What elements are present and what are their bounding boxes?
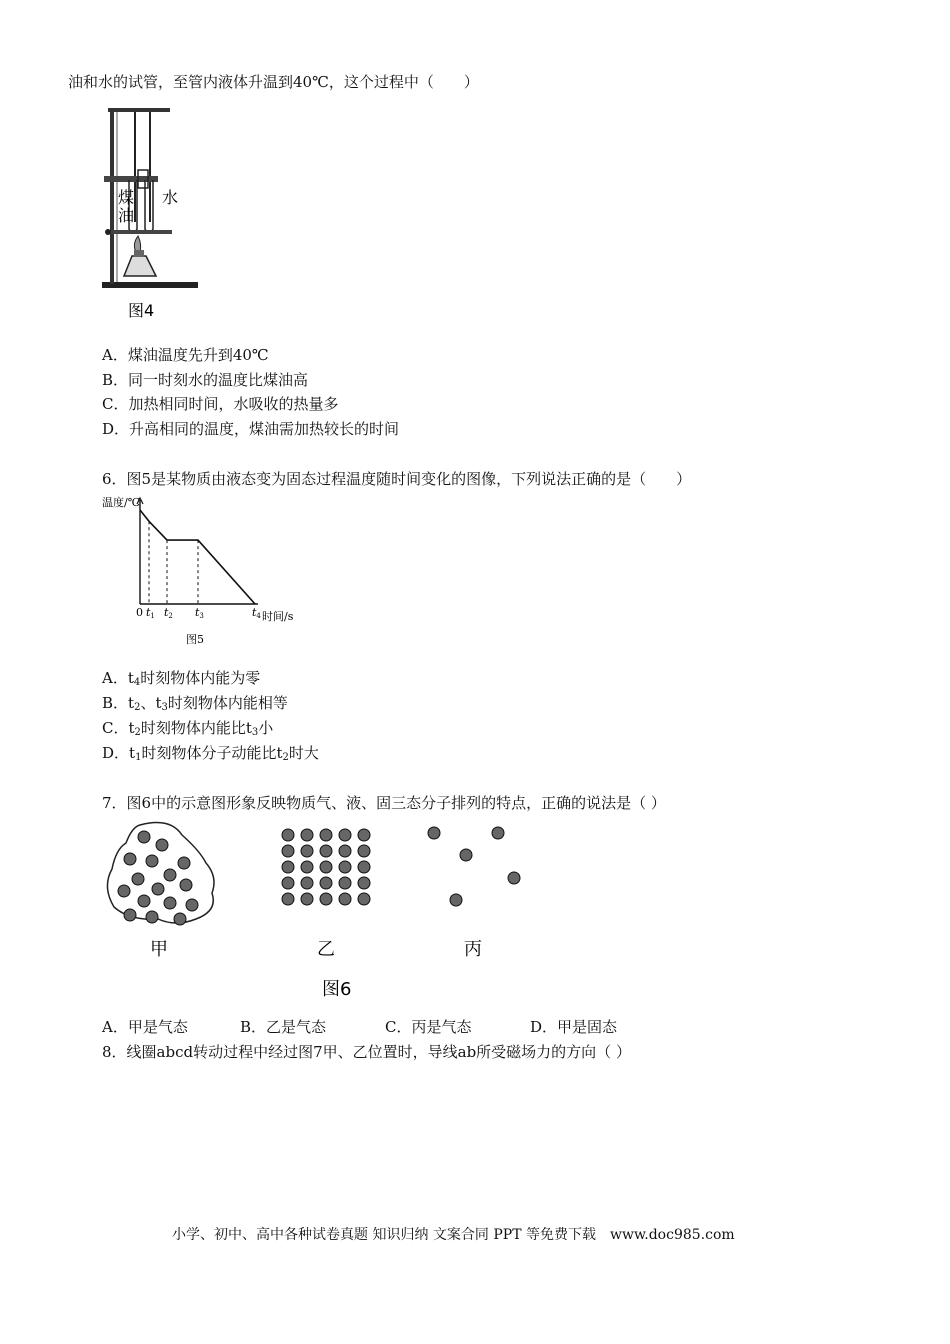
- molecule: [339, 829, 351, 841]
- molecule: [180, 879, 192, 891]
- molecule: [358, 877, 370, 889]
- q6-option-a: A．$t_4$时刻物体内能为零: [102, 669, 261, 688]
- figure-5-caption: 图5: [186, 633, 204, 646]
- molecule: [320, 877, 332, 889]
- q7-option-c: C．丙是气态: [385, 1018, 472, 1036]
- molecule: [186, 899, 198, 911]
- molecule: [138, 831, 150, 843]
- figure-4-caption: 图4: [128, 301, 155, 320]
- label-kerosene-2: 油: [118, 206, 135, 225]
- molecule: [156, 839, 168, 851]
- q6-option-d: D．$t_1$时刻物体分子动能比$t_2$时大: [102, 744, 319, 763]
- figure-5-chart: [100, 492, 305, 652]
- molecule: [358, 829, 370, 841]
- q6-option-b: B．$t_2$、$t_3$时刻物体内能相等: [102, 694, 288, 713]
- molecule: [358, 893, 370, 905]
- q7-option-d: D．甲是固态: [530, 1018, 618, 1036]
- label-kerosene-1: 煤: [118, 188, 135, 207]
- molecule: [339, 877, 351, 889]
- molecule: [124, 853, 136, 865]
- q5-option-b: B．同一时刻水的温度比煤油高: [102, 371, 309, 389]
- molecule: [339, 893, 351, 905]
- molecule: [339, 861, 351, 873]
- label-yi: 乙: [317, 939, 335, 960]
- molecule: [320, 829, 332, 841]
- q7-option-b: B．乙是气态: [240, 1018, 327, 1036]
- molecule: [301, 893, 313, 905]
- molecules-yi: [282, 829, 370, 905]
- figure-6: [100, 815, 540, 1005]
- molecule: [152, 883, 164, 895]
- molecule: [146, 911, 158, 923]
- molecule: [358, 845, 370, 857]
- molecule: [320, 861, 332, 873]
- molecule: [282, 829, 294, 841]
- label-jia: 甲: [150, 939, 168, 960]
- q7-option-a: A．甲是气态: [102, 1018, 188, 1036]
- molecule: [450, 894, 462, 906]
- molecule: [282, 845, 294, 857]
- footer-text: 小学、初中、高中各种试卷真题 知识归纳 文案合同 PPT 等免费下载 www.doc985.com: [172, 1227, 735, 1243]
- molecule: [282, 861, 294, 873]
- molecule: [178, 857, 190, 869]
- q5-stem-tail: 油和水的试管，至管内液体升温到40℃，这个过程中（ ）: [68, 73, 479, 91]
- molecule: [460, 849, 472, 861]
- origin-label: 0: [136, 606, 143, 619]
- figure-5: [100, 492, 305, 652]
- q6-option-c: C．$t_2$时刻物体内能比$t_3$小: [102, 719, 274, 738]
- q7-options: [102, 1017, 662, 1037]
- q8-stem: 8．线圈abcd转动过程中经过图7甲、乙位置时，导线ab所受磁场力的方向（ ）: [102, 1043, 631, 1061]
- x-tick-label: t3: [195, 606, 204, 620]
- molecule: [282, 877, 294, 889]
- molecule: [301, 877, 313, 889]
- q5-option-a: A．煤油温度先升到40℃: [102, 346, 269, 364]
- y-axis-label: 温度/℃: [102, 496, 141, 509]
- molecule: [282, 893, 294, 905]
- x-tick-label: t4: [252, 606, 261, 620]
- label-bing: 丙: [464, 939, 482, 960]
- molecule: [124, 909, 136, 921]
- molecule: [301, 829, 313, 841]
- molecule: [508, 872, 520, 884]
- molecule: [138, 895, 150, 907]
- molecule: [301, 845, 313, 857]
- molecule: [320, 845, 332, 857]
- x-axis-label: 时间/s: [262, 610, 294, 623]
- molecule: [428, 827, 440, 839]
- label-water: 水: [162, 188, 179, 207]
- molecule: [164, 897, 176, 909]
- q5-option-d: D．升高相同的温度，煤油需加热较长的时间: [102, 420, 400, 438]
- molecule: [118, 885, 130, 897]
- molecule: [492, 827, 504, 839]
- molecule: [174, 913, 186, 925]
- q7-stem: 7．图6中的示意图形象反映物质气、液、固三态分子排列的特点，正确的说法是（ ）: [102, 794, 666, 812]
- molecule: [320, 893, 332, 905]
- q6-stem: 6．图5是某物质由液态变为固态过程温度随时间变化的图像，下列说法正确的是（ ）: [102, 470, 692, 488]
- molecule: [146, 855, 158, 867]
- molecule: [339, 845, 351, 857]
- molecule: [132, 873, 144, 885]
- q5-option-c: C．加热相同时间，水吸收的热量多: [102, 395, 339, 413]
- x-tick-label: t1: [146, 606, 155, 620]
- x-tick-label: t2: [164, 606, 173, 620]
- molecule: [301, 861, 313, 873]
- molecules-jia: [118, 831, 198, 925]
- molecule: [358, 861, 370, 873]
- figure-6-caption: 图6: [322, 979, 352, 1000]
- molecule: [164, 869, 176, 881]
- molecules-bing: [428, 827, 520, 906]
- figure-4: [98, 104, 208, 329]
- liquid-boundary: [107, 823, 214, 923]
